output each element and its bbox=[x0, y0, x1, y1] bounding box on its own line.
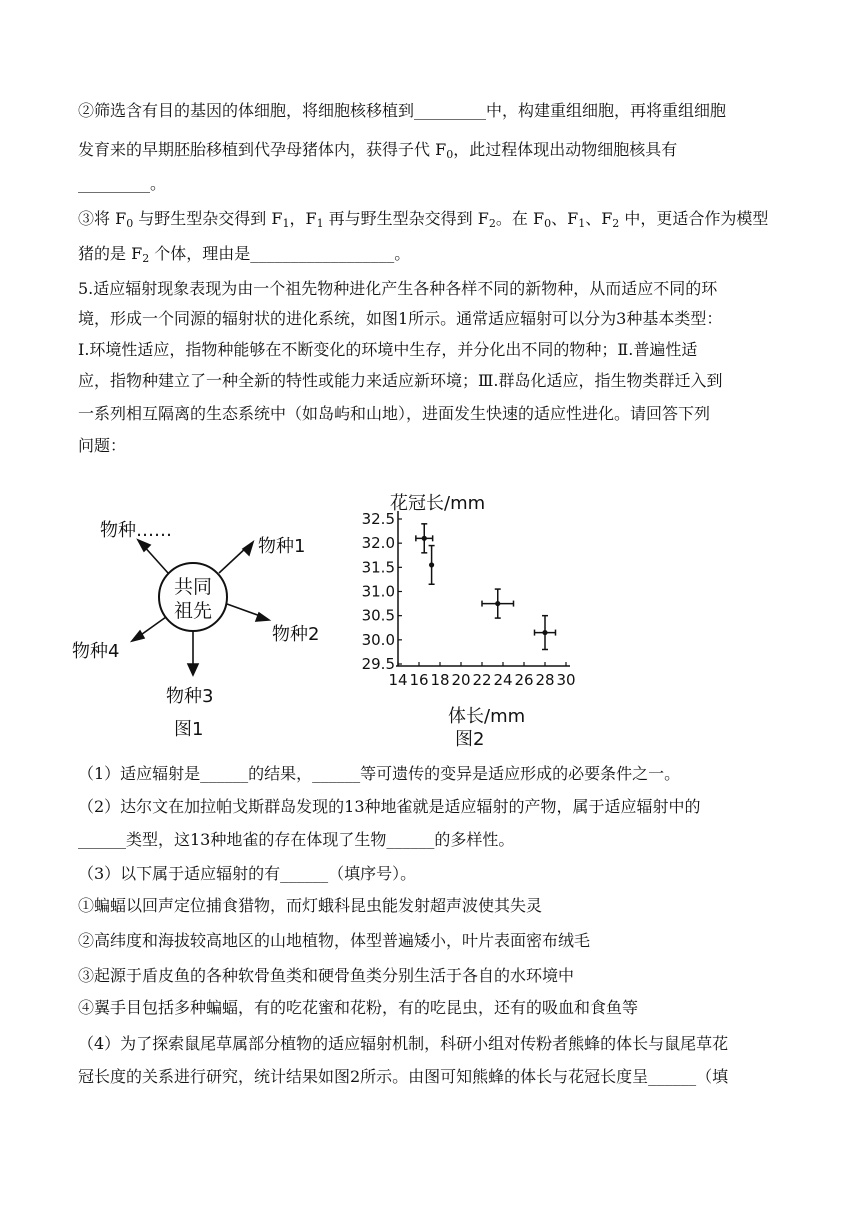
subscript: 2 bbox=[488, 217, 496, 230]
x-tick-label: 24 bbox=[493, 671, 513, 689]
text-line-3: _________。 bbox=[78, 174, 167, 193]
x-tick-label: 18 bbox=[430, 671, 450, 689]
ancestor-label-2: 祖先 bbox=[173, 600, 213, 622]
data-point bbox=[429, 562, 434, 567]
text-line-8: Ⅰ.环境性适应，指物种能够在不断变化的环境中生存，并分化出不同的物种；Ⅱ.普遍性适 bbox=[78, 340, 698, 359]
figure-2-caption: 图2 bbox=[455, 729, 485, 750]
text-segment: ，F bbox=[289, 209, 317, 228]
text-line-17: ②高纬度和海拔较高地区的山地植物，体型普遍矮小，叶片表面密布绒毛 bbox=[78, 931, 591, 950]
text-line-14: ______类型，这13种地雀的存在体现了生物______的多样性。 bbox=[78, 830, 515, 849]
text-line-11: 问题： bbox=[78, 436, 127, 455]
text-segment: ③将 F bbox=[78, 209, 127, 228]
text-line-7: 境，形成一个同源的辐射状的进化系统，如图1所示。通常适应辐射可以分为3种基本类型： bbox=[78, 309, 723, 328]
x-tick-label: 26 bbox=[514, 671, 534, 689]
y-axis-label: 花冠长/mm bbox=[390, 493, 486, 514]
text-segment: 、F bbox=[551, 209, 579, 228]
figure-1-caption: 图1 bbox=[174, 719, 204, 740]
text-line-12: （1）适应辐射是______的结果，______等可遗传的变异是适应形成的必要条件之一。 bbox=[78, 764, 681, 783]
species-dots-label: 物种…… bbox=[100, 520, 172, 541]
species-4-label: 物种4 bbox=[72, 641, 120, 662]
subscript: 1 bbox=[578, 217, 586, 230]
y-tick-label: 29.5 bbox=[361, 655, 395, 673]
y-tick-label: 32.5 bbox=[361, 510, 395, 528]
text-line-6: 5.适应辐射现象表现为由一个祖先物种进化产生各种各样不同的新物种，从而适应不同的环 bbox=[78, 279, 718, 298]
text-segment: ，此过程体现出动物细胞核具有 bbox=[453, 140, 678, 159]
text-segment: 个体，理由是__________________。 bbox=[149, 244, 411, 263]
species-3-label: 物种3 bbox=[166, 686, 214, 707]
x-tick-label: 22 bbox=[472, 671, 492, 689]
text-line-13: （2）达尔文在加拉帕戈斯群岛发现的13种地雀就是适应辐射的产物，属于适应辐射中的 bbox=[78, 797, 701, 816]
x-tick-label: 28 bbox=[535, 671, 555, 689]
text-line-21: 冠长度的关系进行研究，统计结果如图2所示。由图可知熊蜂的体长与花冠长度呈______（填 bbox=[78, 1067, 729, 1086]
text-line-4 bbox=[78, 209, 788, 229]
x-tick-label: 20 bbox=[451, 671, 471, 689]
text-segment: 中，更适合作为模型 bbox=[619, 209, 769, 228]
y-tick-label: 30.5 bbox=[361, 606, 395, 625]
subscript: 1 bbox=[282, 217, 290, 230]
x-tick-label: 14 bbox=[388, 671, 408, 689]
subscript: 2 bbox=[612, 217, 620, 230]
species-1-label: 物种1 bbox=[258, 536, 306, 557]
x-tick-label: 16 bbox=[409, 671, 429, 689]
text-segment: 与野生型杂交得到 F bbox=[133, 209, 283, 228]
text-line-2 bbox=[78, 140, 788, 160]
data-point bbox=[542, 630, 547, 635]
figure-2-chart bbox=[330, 480, 590, 750]
text-segment: 再与野生型杂交得到 F bbox=[323, 209, 489, 228]
subscript: 2 bbox=[142, 252, 150, 265]
x-tick-label: 30 bbox=[556, 671, 576, 689]
text-line-16: ①蝙蝠以回声定位捕食猎物，而灯蛾科昆虫能发射超声波使其失灵 bbox=[78, 896, 543, 915]
subscript: 0 bbox=[126, 217, 134, 230]
figure-1-radiation-diagram bbox=[70, 500, 340, 750]
text-line-9: 应，指物种建立了一种全新的特性或能力来适应新环境；Ⅲ.群岛化适应，指生物类群迁入到 bbox=[78, 371, 723, 390]
text-line-20: （4）为了探索鼠尾草属部分植物的适应辐射机制，科研小组对传粉者熊蜂的体长与鼠尾草花 bbox=[78, 1034, 729, 1053]
text-line-19: ④翼手目包括多种蝙蝠，有的吃花蜜和花粉，有的吃昆虫，还有的吸血和食鱼等 bbox=[78, 998, 639, 1017]
subscript: 1 bbox=[316, 217, 324, 230]
text-line-1: ②筛选含有目的基因的体细胞，将细胞核移植到_________中，构建重组细胞，再将重组细胞 bbox=[78, 101, 727, 120]
y-tick-label: 32.0 bbox=[361, 534, 395, 553]
text-line-5 bbox=[78, 244, 788, 264]
text-segment: 发育来的早期胚胎移植到代孕母猪体内，获得子代 F bbox=[78, 140, 447, 159]
text-line-15: （3）以下属于适应辐射的有______（填序号）。 bbox=[78, 864, 417, 883]
y-tick-label: 31.5 bbox=[361, 558, 395, 577]
subscript: 0 bbox=[544, 217, 552, 230]
text-segment: 猪的是 F bbox=[78, 244, 143, 263]
text-segment: 、F bbox=[585, 209, 613, 228]
text-segment: 。在 F bbox=[495, 209, 545, 228]
species-2-label: 物种2 bbox=[272, 624, 320, 645]
chart-layer bbox=[362, 510, 576, 689]
text-line-18: ③起源于盾皮鱼的各种软骨鱼类和硬骨鱼类分别生活于各自的水环境中 bbox=[78, 966, 575, 985]
text-line-10: 一系列相互隔离的生态系统中（如岛屿和山地），进面发生快速的适应性进化。请回答下列 bbox=[78, 404, 711, 423]
ancestor-label-1: 共同 bbox=[173, 576, 213, 598]
y-tick-label: 31.0 bbox=[361, 582, 395, 601]
subscript: 0 bbox=[446, 148, 454, 161]
data-point bbox=[422, 536, 427, 541]
y-tick-label: 30.0 bbox=[361, 630, 395, 649]
data-point bbox=[495, 601, 500, 606]
x-axis-label: 体长/mm bbox=[448, 706, 526, 727]
